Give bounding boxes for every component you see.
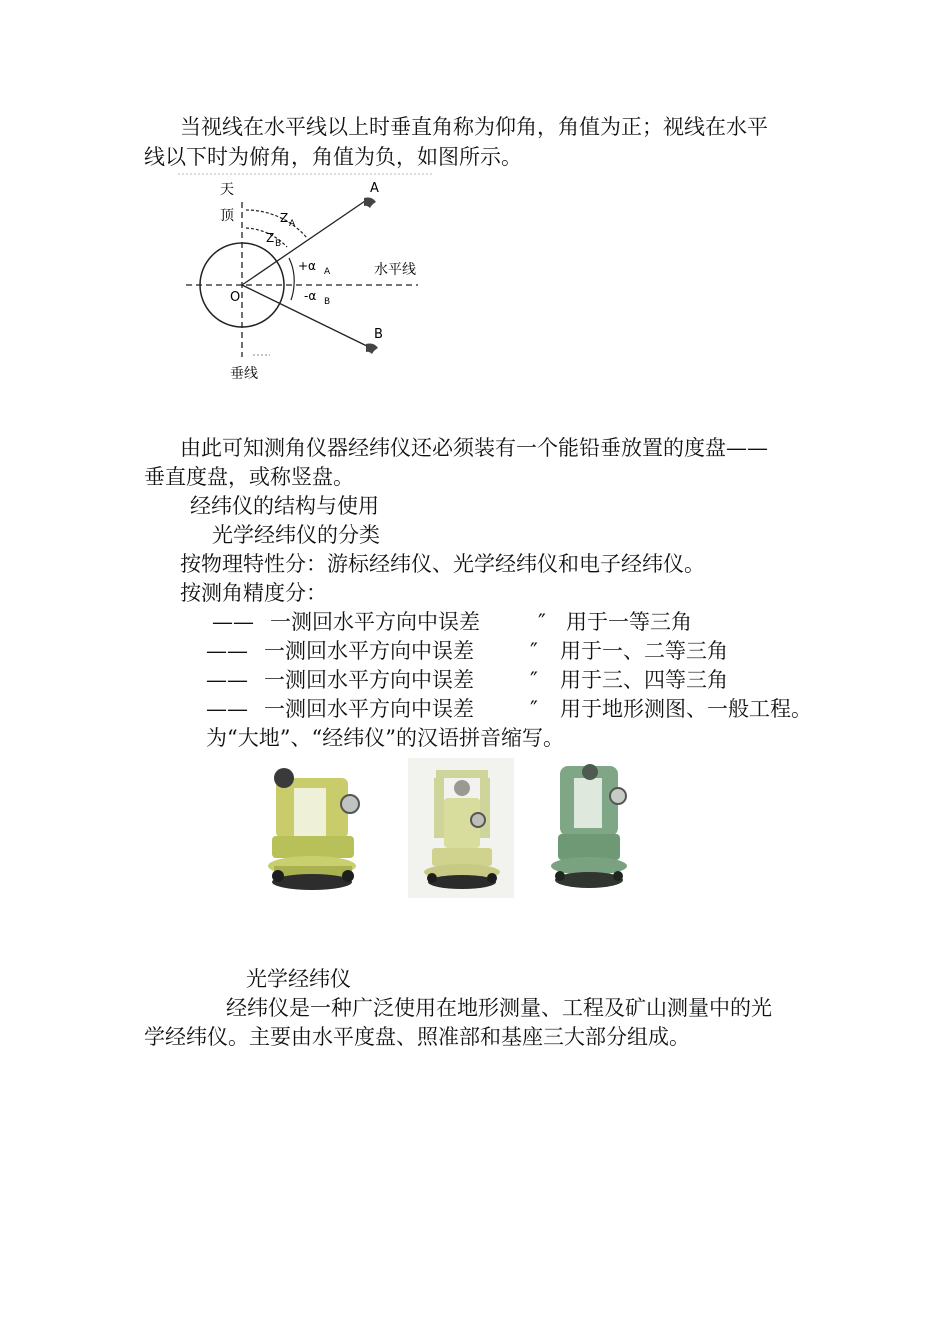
arc-alpha-b [291,285,294,300]
vertical-angle-diagram [178,172,438,390]
para3-line1: 经纬仪是一种广泛使用在地形测量、工程及矿山测量中的光 [226,996,772,1020]
vertical-line-label: 垂线 [230,366,258,382]
precision-row-2-dash: —— [206,639,248,663]
origin-label: O [230,290,241,305]
precision-row-4-dash: —— [206,697,248,721]
para3-line2: 学经纬仪。主要由水平度盘、照准部和基座三大部分组成。 [144,1025,690,1049]
para1-line2: 线以下时为俯角，角值为负，如图所示。 [144,145,522,169]
precision-row-3-mark: ″ [530,668,538,692]
alpha-a-label: +α [298,259,316,273]
para2-line2: 垂直度盘，或称竖盘。 [144,465,354,489]
precision-row-2-text: 一测回水平方向中误差 [264,639,474,663]
arc-za [246,210,307,238]
pinyin-note: 为“大地”、“经纬仪”的汉语拼音缩写。 [206,726,564,750]
section-heading-structure: 经纬仪的结构与使用 [190,494,379,518]
section-heading-classification: 光学经纬仪的分类 [212,523,380,547]
theodolite-photo-1 [258,758,364,898]
precision-row-1-dash: —— [212,610,254,634]
point-a-label: A [370,181,379,196]
arc-alpha-a [289,258,294,285]
para2-line1: 由此可知测角仪器经纬仪还必须装有一个能铅垂放置的度盘—— [180,436,768,460]
classification-by-precision: 按测角精度分： [180,581,327,605]
precision-row-3-use: 用于三、四等三角 [560,668,728,692]
alpha-b-subscript: B [324,297,331,307]
precision-row-1-text: 一测回水平方向中误差 [270,610,480,634]
precision-row-3-text: 一测回水平方向中误差 [264,668,474,692]
precision-row-1-use: 用于一等三角 [566,610,692,634]
target-b-icon [366,344,378,355]
precision-row-4-use: 用于地形测图、一般工程。 [560,697,812,721]
classification-by-physics: 按物理特性分：游标经纬仪、光学经纬仪和电子经纬仪。 [180,552,705,576]
precision-row-2-mark: ″ [530,639,538,663]
horizontal-line-label: 水平线 [374,262,416,278]
precision-row-4-text: 一测回水平方向中误差 [264,697,474,721]
theodolite-photo-2 [408,758,514,898]
precision-row-2-use: 用于一、二等三角 [560,639,728,663]
alpha-a-subscript: A [324,267,331,277]
para1-line1: 当视线在水平线以上时垂直角称为仰角，角值为正；视线在水平 [180,115,768,139]
za-label: Z [280,211,289,225]
alpha-b-label: -α [304,289,317,303]
zb-label: Z [266,231,275,245]
precision-row-3-dash: —— [206,668,248,692]
target-a-icon [364,198,376,209]
point-b-label: B [374,327,383,342]
za-subscript: A [289,219,296,229]
precision-row-1-mark: ″ [538,610,546,634]
precision-row-4-mark: ″ [530,697,538,721]
zenith-char-1: 天 [220,182,234,198]
theodolite-photo-3 [542,756,634,898]
zb-subscript: B [275,239,282,249]
section-heading-optical-theodolite: 光学经纬仪 [246,967,351,991]
zenith-char-2: 顶 [220,208,234,224]
